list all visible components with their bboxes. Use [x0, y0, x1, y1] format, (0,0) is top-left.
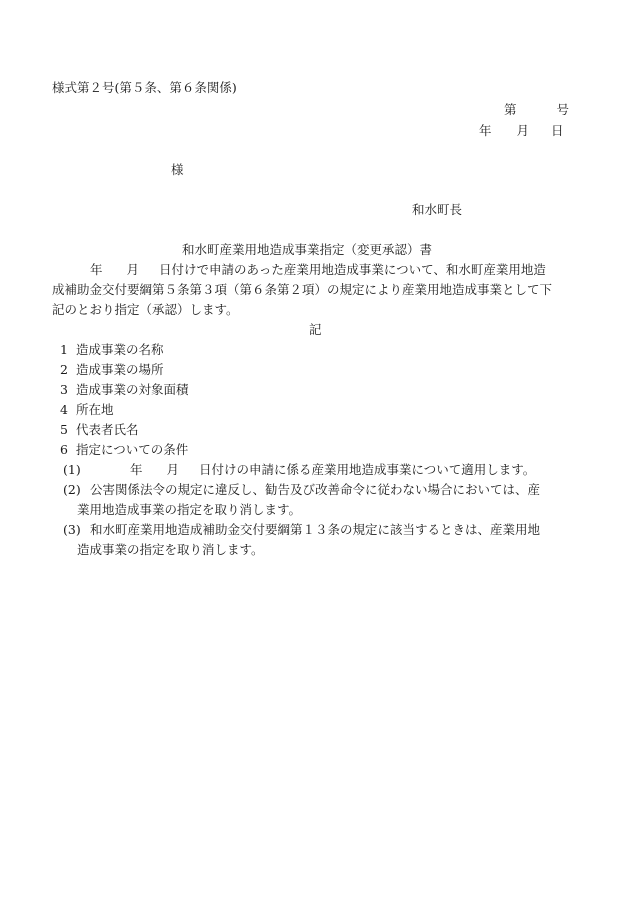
condition-number: (3) — [63, 522, 81, 537]
date-day: 日 — [551, 123, 564, 138]
body-line-1 — [90, 260, 546, 280]
item-number: 6 — [60, 442, 68, 457]
condition-year: 年 — [130, 462, 143, 477]
condition-text-line-2: 造成事業の指定を取り消します。 — [77, 541, 264, 557]
condition-item — [63, 480, 581, 519]
body-line-2: 成補助金交付要綱第５条第３項（第６条第２項）の規定により産業用地造成事業として下 — [52, 282, 553, 297]
condition-item — [63, 520, 581, 559]
condition-text-line-1: 公害関係法令の規定に違反し、勧告及び改善命令に従わない場合においては、産 — [90, 482, 541, 497]
issuer-name: 和水町長 — [412, 202, 463, 217]
item-label: 造成事業の対象面積 — [76, 382, 189, 397]
form-label: 様式第２号(第５条、第６条関係) — [52, 80, 237, 95]
list-item — [52, 340, 164, 360]
body-line-1-text: 日付けで申請のあった産業用地造成事業について、和水町産業用地造 — [159, 262, 546, 277]
condition-month: 月 — [166, 462, 180, 477]
date-month: 月 — [516, 123, 530, 138]
date-year: 年 — [479, 123, 492, 138]
item-number: 5 — [60, 422, 68, 437]
item-number: 4 — [60, 402, 68, 417]
list-item — [52, 380, 189, 400]
item-number: 2 — [60, 362, 68, 377]
item-number: 3 — [60, 382, 68, 397]
body-month: 月 — [126, 262, 140, 277]
item-label: 造成事業の場所 — [76, 362, 164, 377]
condition-text: 日付けの申請に係る産業用地造成事業について適用します。 — [199, 462, 536, 477]
document-title: 和水町産業用地造成事業指定（変更承認）書 — [182, 242, 433, 257]
document-number-prefix: 第 — [504, 102, 517, 117]
list-item — [52, 360, 164, 380]
document-number-suffix: 号 — [556, 102, 570, 117]
item-label: 指定についての条件 — [76, 442, 189, 457]
list-item — [52, 400, 114, 420]
addressee-suffix: 様 — [171, 162, 184, 177]
condition-text-line-1: 和水町産業用地造成補助金交付要綱第１３条の規定に該当するときは、産業用地 — [90, 522, 541, 537]
document-number — [504, 100, 569, 120]
list-item — [52, 420, 139, 440]
condition-item — [63, 460, 581, 480]
condition-number: (2) — [63, 482, 81, 497]
ki-heading: 記 — [309, 322, 322, 337]
condition-number: (1) — [63, 462, 81, 477]
list-item — [52, 440, 188, 460]
document-date — [479, 121, 564, 141]
body-line-3: 記のとおり指定（承認）します。 — [52, 302, 239, 317]
item-label: 代表者氏名 — [76, 422, 139, 437]
condition-text-line-2: 業用地造成事業の指定を取り消します。 — [77, 501, 302, 517]
item-label: 造成事業の名称 — [76, 342, 164, 357]
item-label: 所在地 — [76, 402, 114, 417]
body-year: 年 — [90, 262, 103, 277]
item-number: 1 — [60, 342, 68, 357]
